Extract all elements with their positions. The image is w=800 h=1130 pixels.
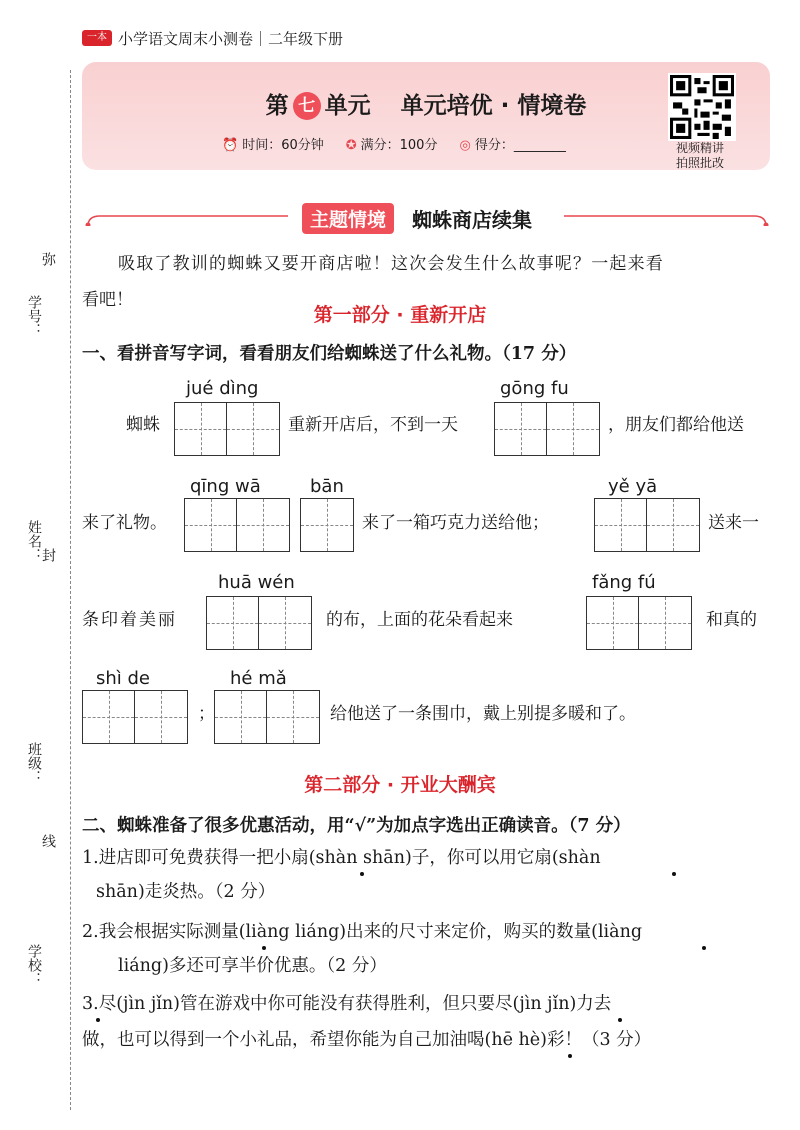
- text-yixiang: 来了一箱巧克力送给他；: [362, 513, 549, 533]
- text-songlai: 送来一: [708, 513, 759, 533]
- emphasis-dot: [262, 946, 266, 950]
- intro-line-2: 看吧！: [82, 290, 133, 310]
- text-tiao: 条印着美丽: [82, 610, 177, 630]
- text-semicolon: ；: [198, 704, 215, 724]
- text-chongxin: 重新开店后，不到一天: [288, 415, 458, 435]
- theme-title: 蜘蛛商店续集: [412, 208, 532, 232]
- emphasis-dot: [672, 872, 676, 876]
- qr-caption: 视频精讲 拍照批改: [675, 141, 724, 170]
- answer-box-hema[interactable]: [214, 690, 320, 744]
- pinyin-ban: bān: [310, 476, 344, 497]
- text-zhizhu: 蜘蛛: [126, 415, 160, 435]
- target-icon: ◎: [459, 138, 471, 153]
- emphasis-dot: [702, 946, 706, 950]
- answer-box-huawen[interactable]: [206, 596, 312, 650]
- side-mi: 弥: [40, 252, 56, 266]
- question-2: 二、蜘蛛准备了很多优惠活动，用“√”为加点字选出正确读音。（7 分）: [82, 816, 631, 836]
- item-1-line-2: shān)走炎热。（2 分）: [96, 882, 276, 902]
- brand-logo: 一本: [82, 30, 112, 46]
- unit-title: 第 七 单元 单元培优 · 情境卷: [265, 93, 587, 119]
- item-1-line-1: 1.进店即可免费获得一把小扇(shàn shān)子，你可以用它扇(shàn: [82, 848, 601, 868]
- answer-box-fangfu[interactable]: [586, 596, 692, 650]
- medal-icon: ✪: [345, 138, 357, 153]
- text-laile: 来了礼物。: [82, 513, 167, 533]
- answer-box-ban[interactable]: [300, 498, 354, 552]
- question-1: 一、看拼音写字词，看看朋友们给蜘蛛送了什么礼物。（17 分）: [82, 344, 577, 364]
- text-hezhen: 和真的: [706, 610, 757, 630]
- series-title: 小学语文周末小测卷｜二年级下册: [118, 30, 344, 48]
- pinyin-hema: hé mǎ: [230, 668, 287, 689]
- pinyin-fangfu: fǎng fú: [592, 572, 656, 593]
- side-xingming: 姓名：: [26, 520, 42, 562]
- part2-title: 第二部分 · 开业大酬宾: [304, 774, 496, 796]
- answer-box-qingwa[interactable]: [184, 498, 290, 552]
- qr-code-icon[interactable]: [668, 73, 736, 141]
- emphasis-dot: [618, 1018, 622, 1022]
- item-3-line-1: 3.尽(jìn jǐn)管在游戏中你可能没有获得胜利，但只要尽(jìn jǐn)力去: [82, 994, 612, 1014]
- pinyin-jueding: jué dìng: [186, 378, 259, 399]
- item-2-line-2: liáng)多还可享半价优惠。（2 分）: [118, 956, 387, 976]
- pinyin-huawen: huā wén: [218, 572, 295, 593]
- pinyin-gongfu: gōng fu: [500, 378, 569, 399]
- part1-title: 第一部分 · 重新开店: [313, 304, 487, 326]
- binding-line: [70, 70, 71, 1110]
- answer-box-gongfu[interactable]: [494, 402, 600, 456]
- emphasis-dot: [96, 1018, 100, 1022]
- emphasis-dot: [360, 872, 364, 876]
- pinyin-shide: shì de: [96, 668, 151, 689]
- item-3-line-2: 做，也可以得到一个小礼品，希望你能为自己加油喝(hē hè)彩！（3 分）: [82, 1030, 652, 1050]
- intro-line-1: 吸取了教训的蜘蛛又要开商店啦！这次会发生什么故事呢？一起来看: [118, 254, 664, 274]
- side-xian: 线: [40, 834, 56, 848]
- exam-meta: ⏰ 时间：60分钟 ✪ 满分：100分 ◎ 得分：________: [222, 138, 566, 153]
- answer-box-yeya[interactable]: [594, 498, 700, 552]
- item-2-line-1: 2.我会根据实际测量(liàng liáng)出来的尺寸来定价，购买的数量(liàng: [82, 922, 643, 942]
- side-banji: 班级：: [26, 742, 42, 784]
- emphasis-dot: [568, 1054, 572, 1058]
- side-feng: 封: [40, 548, 56, 562]
- side-xuehao: 学号：: [26, 295, 42, 337]
- theme-tag: 主题情境: [302, 203, 394, 234]
- pinyin-yeya: yě yā: [608, 476, 658, 497]
- text-pengyou: ，朋友们都给他送: [608, 415, 744, 435]
- clock-icon: ⏰: [222, 138, 239, 153]
- answer-box-jueding[interactable]: [174, 402, 280, 456]
- side-xuexiao: 学校：: [26, 944, 42, 986]
- pinyin-qingwa: qīng wā: [190, 476, 261, 497]
- answer-box-shide[interactable]: [82, 690, 188, 744]
- text-debu: 的布，上面的花朵看起来: [326, 610, 513, 630]
- text-geita: 给他送了一条围巾，戴上别提多暖和了。: [330, 704, 636, 724]
